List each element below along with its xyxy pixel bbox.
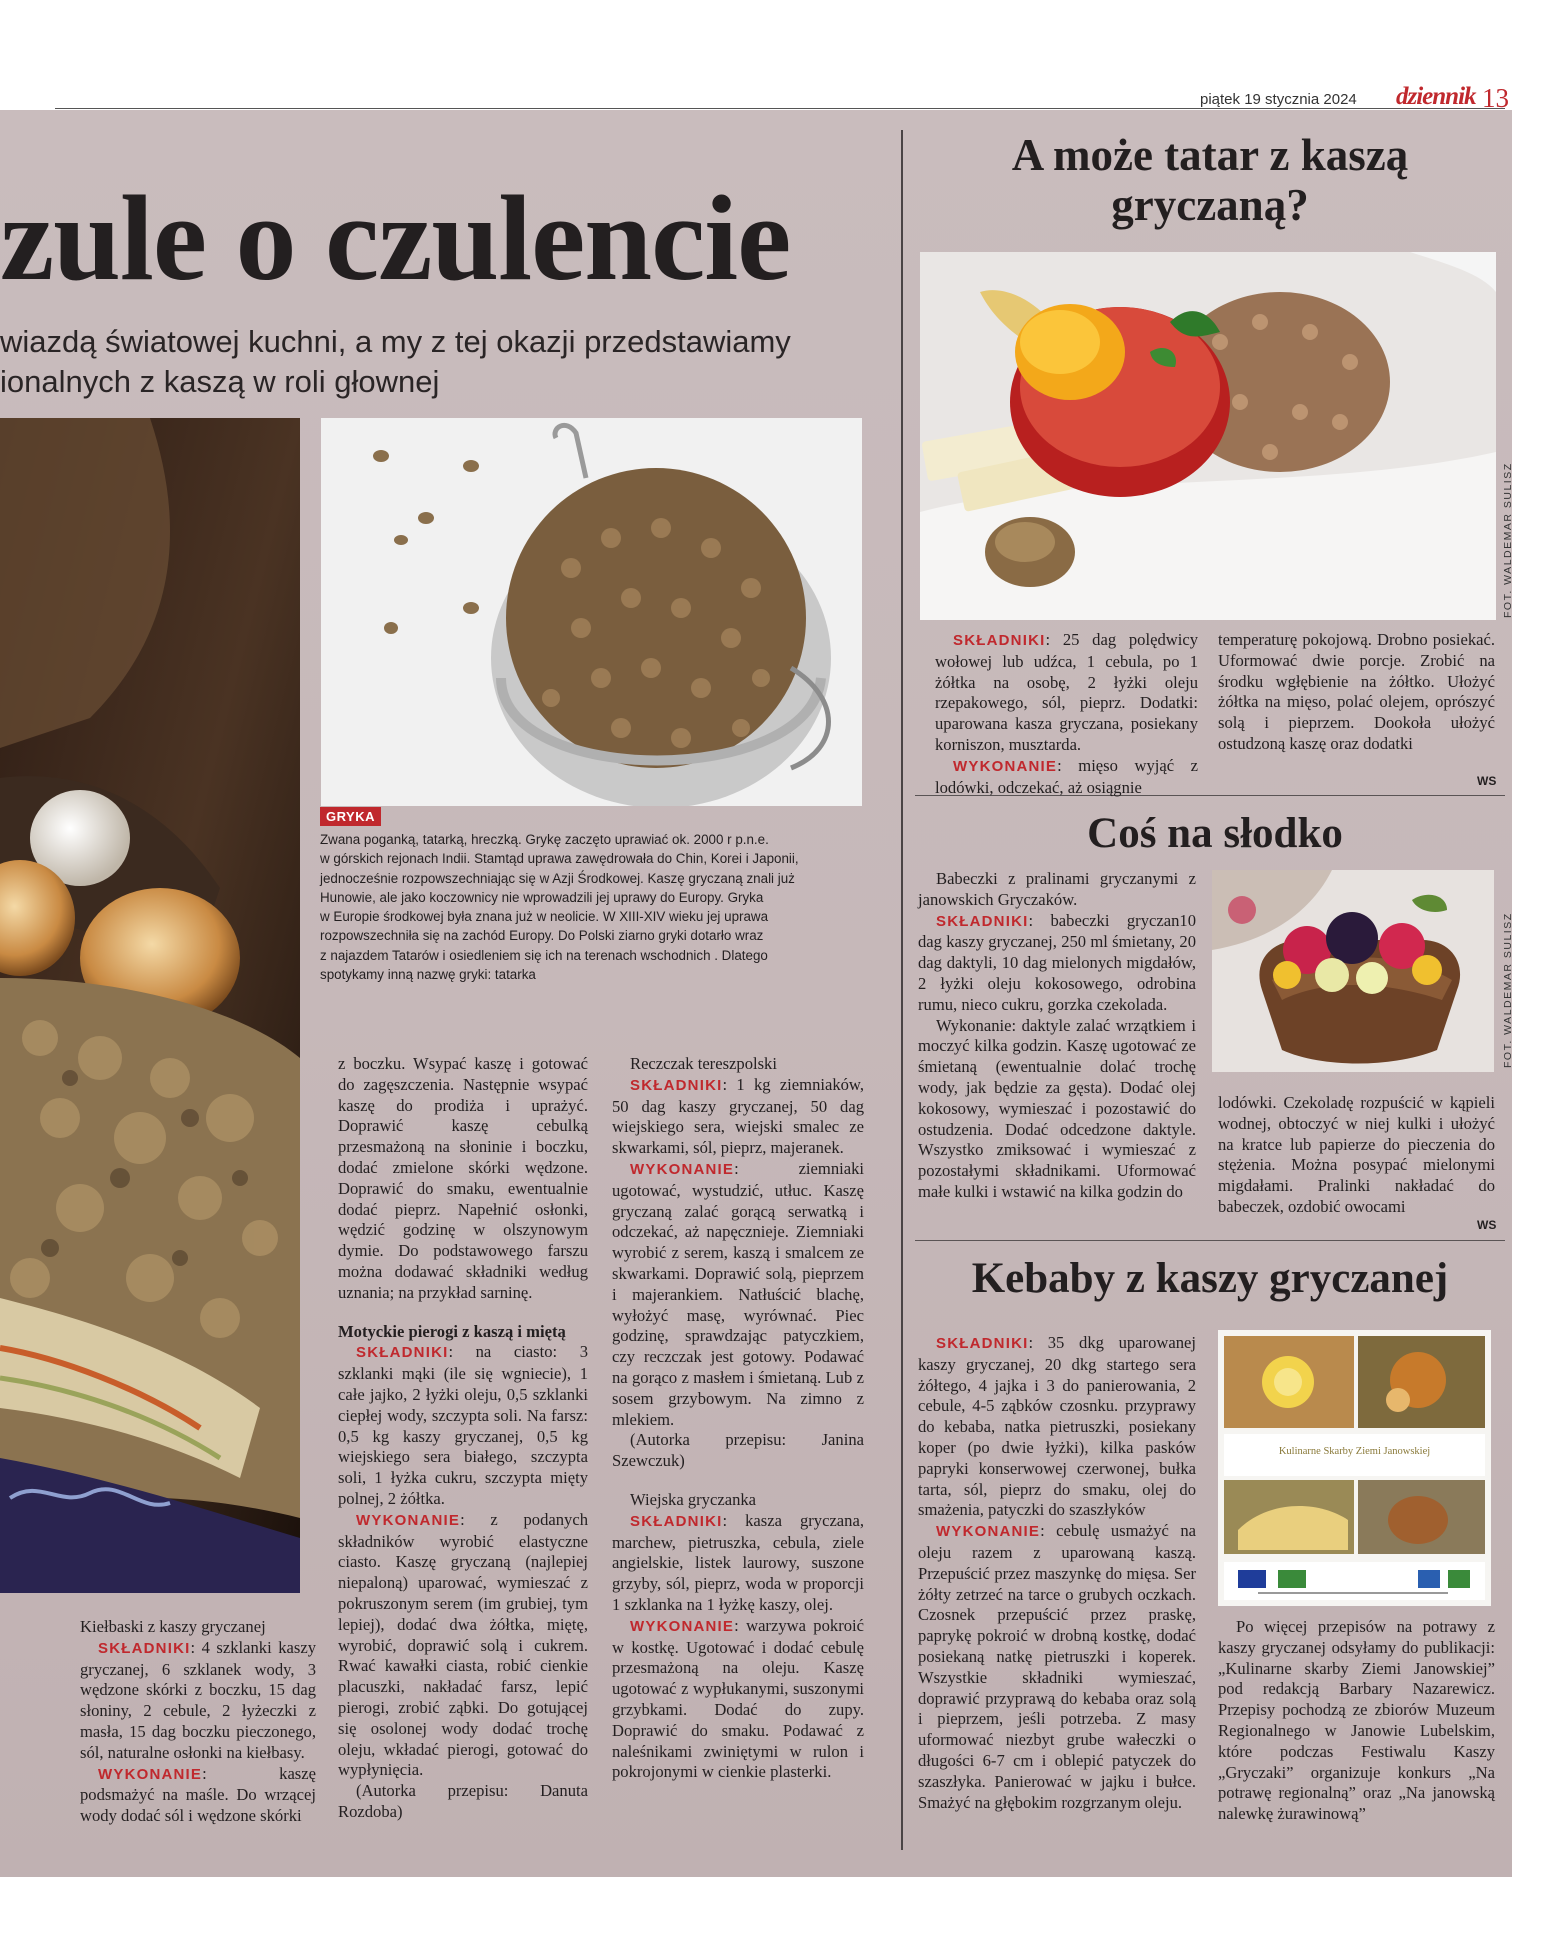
caption-line: w Europie środkowej była znana już w neolicie. W XIII-XIV wieku jej uprawa — [320, 909, 769, 925]
recipe-kielbaski — [80, 1617, 316, 1827]
instructions — [338, 1510, 588, 1781]
ingredients-text: : babeczki gryczan10 dag kaszy gryczanej, 250 ml śmietany, 20 dag daktyli, 10 dag mielonych migdałów, 2 łyżki oleju kokosowego, odrobina rumu, nieco cukru, gorzka czekolada. — [918, 910, 1196, 1014]
instructions-continuation: lodówki. Czekoladę rozpuścić w kąpieli wodnej, obtoczyć w niej kulki i ułożyć na kratce lub papierze do pieczenia do stężenia. Można posypać mielonymi migdałami. Pralinki nakładać do babeczek, ozdobić owocami — [1218, 1093, 1495, 1216]
ingredients — [935, 630, 1198, 756]
ingredients-text: : kasza gryczana, marchew, pietruszka, cebula, ziele angielskie, listek laurowy, suszone grzyby, sól, pieprz, woda w proporcji 1 szklanka na 1 łyżkę kaszy, olej. — [612, 1510, 864, 1614]
slodko-title: Coś na słodko — [1087, 810, 1343, 857]
ingredients-label: SKŁADNIKI — [936, 1335, 1029, 1352]
buckwheat-photo — [321, 418, 862, 806]
caption-line: rozpowszechniła się na zachód Europy. Do Polski ziarno gryki dotarło wraz — [320, 928, 764, 944]
recipe-title: Reczczak tereszpolski — [630, 1054, 777, 1073]
newspaper-logo: dziennik — [1396, 83, 1476, 110]
photo-credit: FOT. WALDEMAR SULISZ — [1502, 912, 1514, 1068]
header-rule — [55, 108, 1505, 109]
tatar-recipe-right — [1218, 630, 1495, 755]
ingredients-label: SKŁADNIKI — [356, 1344, 449, 1362]
ingredients — [338, 1342, 588, 1509]
ingredients — [918, 1333, 1196, 1521]
issue-date: piątek 19 stycznia 2024 — [1200, 91, 1357, 108]
recipe-column-3 — [612, 1054, 864, 1783]
caption-line: Hunowie, ale jako koczownicy nie wprowadzili jej uprawy do Europy. Gryka — [320, 889, 764, 905]
recipe-author: (Autorka przepisu: Danuta Rozdoba) — [338, 1781, 588, 1821]
instructions-label: WYKONANIE — [630, 1617, 735, 1635]
instructions: Wykonanie: daktyle zalać wrzątkiem i moczyć kilka godzin. Kaszę ugotować ze śmietaną (ewentualnie dolać trochę wody, jak będzie za gęsta). Dodać olej kokosowy, wymieszać i pozostawić do ostudzenia. Dodać odcedzone daktyle. Wszystko zmiksować i wymieszać z pozostałymi składnikami. Uformować małe kulki i wstawić na kilka godzin do — [918, 1015, 1196, 1201]
caption-line: Zwana poganką, tatarką, hreczką. Grykę zaczęto uprawiać ok. 2000 r p.n.e. — [320, 832, 769, 847]
lead-line: ionalnych z kaszą w roli głownej — [0, 364, 440, 399]
book-title: Kulinarne Skarby Ziemi Janowskiej — [1278, 1446, 1431, 1457]
ingredients — [612, 1511, 864, 1616]
ingredients-label: SKŁADNIKI — [98, 1639, 191, 1657]
ingredients — [80, 1638, 316, 1764]
photo-credit: FOT. WALDEMAR SULISZ — [1502, 462, 1514, 618]
ingredients-label: SKŁADNIKI — [936, 912, 1029, 930]
instructions-label: WYKONANIE — [98, 1765, 203, 1783]
recipe-intro: Babeczki z pralinami gryczanymi z janowskich Gryczaków. — [918, 869, 1196, 909]
ingredients-text: : 25 dag polędwicy wołowej lub udźca, 1 cebula, po 1 żółtka na osobę, 2 łyżki oleju rzepakowego, sól, pieprz. Dodatki: uparowana kasza gryczana, posiekany korniszon, musztarda. — [935, 630, 1198, 754]
tatar-photo — [920, 252, 1496, 620]
ingredients-text: : na ciasto: 3 szklanki mąki (ile się wgniecie), 1 całe jajko, 2 łyżki oleju, 0,5 szklanki ciepłej wody, szczypta soli. Na farsz: 0,5 kg kaszy gryczanej, 0,5 kg wiejskiego sera białego, szczypta soli, 1 łyżka cukru, szczypta mięty polnej, 2 żółtka. — [338, 1342, 588, 1508]
instructions-continuation: temperaturę pokojową. Drobno posiekać. Uformować dwie porcje. Zrobić na środku wgłębienie na żółtko. Ułożyć żółtka na mięso, polać olejem, oprószyć solą i pieprzem. Dookoła ułożyć ostudzoną kaszę oraz dodatki — [1218, 630, 1495, 753]
more-recipes-note: Po więcej przepisów na potrawy z kaszy gryczanej odsyłamy do publikacji: „Kulinarne skarby Ziemi Janowskiej” pod redakcją Barbary Nazarewicz. Przepisy pochodzą ze zbiorów Muzeum Regionalnego w Janowie Lubelskim, które podczas Festiwalu Kaszy „Gryczaki” organizuje konkurs „Na potrawę regionalną” oraz „Na janowską nalewkę żurawinową” — [1218, 1617, 1495, 1824]
author-signature: WS — [1477, 774, 1497, 788]
buckwheat-caption — [320, 830, 860, 984]
ingredients-text: : 35 dkg uparowanej kaszy gryczanej, 20 dkg startego sera żółtego, 4 jajka i 3 do panierowania, 2 cebule, 4-5 ząbków czosnku. przyprawy do kebaba, natka pietruszki, posiekany koper (po dwie łyżki), kilka pasków papryki konserwowej czerwonej, bułka tarta, sól, pieprz do smaku, olej do smażenia, patyczki do szaszłyków — [918, 1333, 1196, 1520]
recipe-author: (Autorka przepisu: Janina Szewczuk) — [612, 1430, 864, 1471]
instructions-text: : z podanych składników wyrobić elastyczne ciasto. Kaszę gryczaną (najlepiej niepaloną) uparować, wymieszać z pokruszonym serem (im grubiej, tym lepiej), dodać dwa żółtka, miętę, wyrobić, doprawić solą i cukrem. Rwać kawałki ciasta, robić cienkie placuszki, nakładać farsz, lepić pierogi, zrobić ząbki. Do gotującej się osolonej wody dodać trochę oleju, wkładać pierogi, gotować do wypłynięcia. — [338, 1509, 588, 1780]
author-signature: WS — [1477, 1218, 1497, 1232]
column-divider — [901, 130, 903, 1850]
instructions — [612, 1159, 864, 1430]
title-line: A może tatar z kaszą — [1011, 130, 1409, 180]
instructions — [935, 756, 1198, 799]
instructions-label: WYKONANIE — [936, 1523, 1041, 1541]
instructions-text: : mięso wyjąć z lodówki, odczekać, aż osiągnie — [935, 755, 1198, 797]
section-divider — [915, 1240, 1505, 1241]
instructions — [918, 1521, 1196, 1813]
caption-line: spotykamy inną nazwę gryki: tatarka — [320, 967, 536, 983]
instructions-text: : kaszę podsmażyć na maśle. Do wrzącej wody dodać sól i wędzone skórki — [80, 1763, 316, 1826]
instructions-text: : ziemniaki ugotować, wystudzić, utłuc. Kaszę gryczaną zalać gorącą serwatką i odczekać, aż napęcznieje. Ziemniaki wyrobić z serem, kaszą i smalcem ze skwarkami. Doprawić solą, pieprzem i majerankiem. Natłuścić blachę, wyłożyć masę, wyrównać. Piec godzinę, sprawdzając patyczkiem, czy reczczak jest gotowy. Podawać na gorąco z masłem i śmietaną. Lub z sosem grzybowym. Na zimno z mlekiem. — [612, 1158, 864, 1429]
caption-line: z najazdem Tatarów i osiedleniem się ich na terenach wschodnich . Dlatego — [320, 947, 768, 963]
lead-line: wiazdą światowej kuchni, a my z tej okazji przedstawiamy — [0, 324, 791, 359]
tatar-title — [920, 130, 1500, 231]
ingredients-label: SKŁADNIKI — [953, 632, 1046, 649]
slodko-recipe-left — [918, 869, 1196, 1203]
headline: zule o czulencie — [0, 171, 791, 306]
recipe-title: Wiejska gryczanka — [630, 1489, 757, 1509]
kebaby-more-info — [1218, 1617, 1495, 1825]
ingredients — [612, 1075, 864, 1159]
caption-line: jednocześnie rozpowszechniając się w Azji Środkowej. Kaszę gryczaną znali już — [320, 870, 795, 886]
instructions-text: : cebulę usmażyć na oleju razem z uparowaną kaszą. Przepuścić przez maszynkę do mięsa. Ser żółty zetrzeć na tarce o grubych oczkach. Czosnek przepuścić przez praskę, paprykę pokroić w drobną kostkę, dodać posiekaną natkę pietruszki i koperek. Wszystkie składniki wymieszać, doprawić przyprawą do kebaba oraz solą i pieprzem, jeśli potrzeba. Z masy uformować niezbyt grube wałeczki o długości 6-7 cm i oblepić patyczek do szaszłyka. Panierować w jajku i bułce. Smażyć na głębokim rozgrzanym oleju. — [918, 1521, 1196, 1812]
slodko-recipe-right — [1218, 1093, 1495, 1218]
ingredients-text: : 4 szklanki kaszy gryczanej, 6 szklanek wody, 3 wędzone skórki z boczku, 15 dag słoniny, 2 cebule, 2 łyżeczki z masła, 15 dag boczku pieczonego, sól, naturalne osłonki na kiełbasy. — [80, 1637, 316, 1762]
instructions-label: WYKONANIE — [953, 757, 1058, 775]
instructions-label: WYKONANIE — [356, 1511, 461, 1529]
instructions-label: WYKONANIE — [630, 1160, 735, 1178]
lead-text — [0, 322, 791, 402]
ingredients — [918, 911, 1196, 1016]
title-line: gryczaną? — [1111, 180, 1309, 231]
ingredients-label: SKŁADNIKI — [630, 1076, 723, 1094]
book-cover — [1218, 1330, 1491, 1606]
tartlet-photo — [1212, 870, 1494, 1072]
instructions-text: : warzywa pokroić w kostkę. Ugotować i dodać cebulę przesmażoną na oleju. Kaszę ugotować z wypłukanymi, suszonymi grzybkami. Dodać do zupy. Doprawić do smaku. Podawać z naleśnikami zwiniętymi w rulon i pokrojonymi w cienkie plasterki. — [612, 1615, 864, 1782]
instructions — [80, 1764, 316, 1827]
tatar-recipe-left — [935, 630, 1198, 798]
caption-tag: GRYKA — [320, 807, 381, 826]
kasza-dish-photo — [0, 418, 300, 1593]
ingredients-label: SKŁADNIKI — [630, 1512, 723, 1530]
recipe-title: Kiełbaski z kaszy gryczanej — [80, 1617, 266, 1636]
caption-line: w górskich rejonach Indii. Stamtąd uprawa zawędrowała do Chin, Korei i Japonii, — [320, 851, 799, 867]
instructions — [612, 1616, 864, 1783]
page-number: 13 — [1482, 83, 1509, 113]
kebaby-title: Kebaby z kaszy gryczanej — [971, 1255, 1449, 1302]
kebaby-recipe — [918, 1333, 1196, 1813]
ingredients-text: : 1 kg ziemniaków, 50 dag kaszy gryczanej, 50 dag wiejskiego sera, wiejski smalec ze skwarkami, sól, pieprz, majeranek. — [612, 1074, 864, 1158]
recipe-continuation: z boczku. Wsypać kaszę i gotować do zagęszczenia. Następnie wsypać kaszę do prodiża i uprażyć. Doprawić kaszę cebulką przesmażoną na słoninie i boczku, dodać zmielone skórki wędzone. Doprawić do smaku, ewentualnie dodać pieprz. Napełnić osłonki, wędzić godzinę w olszynowym dymie. Do podstawowego farszu można dodawać składniki według uznania; na przykład sarninę. — [338, 1054, 588, 1302]
recipe-title: Motyckie pierogi z kaszą i miętą — [338, 1321, 566, 1341]
recipe-column-2 — [338, 1054, 588, 1823]
